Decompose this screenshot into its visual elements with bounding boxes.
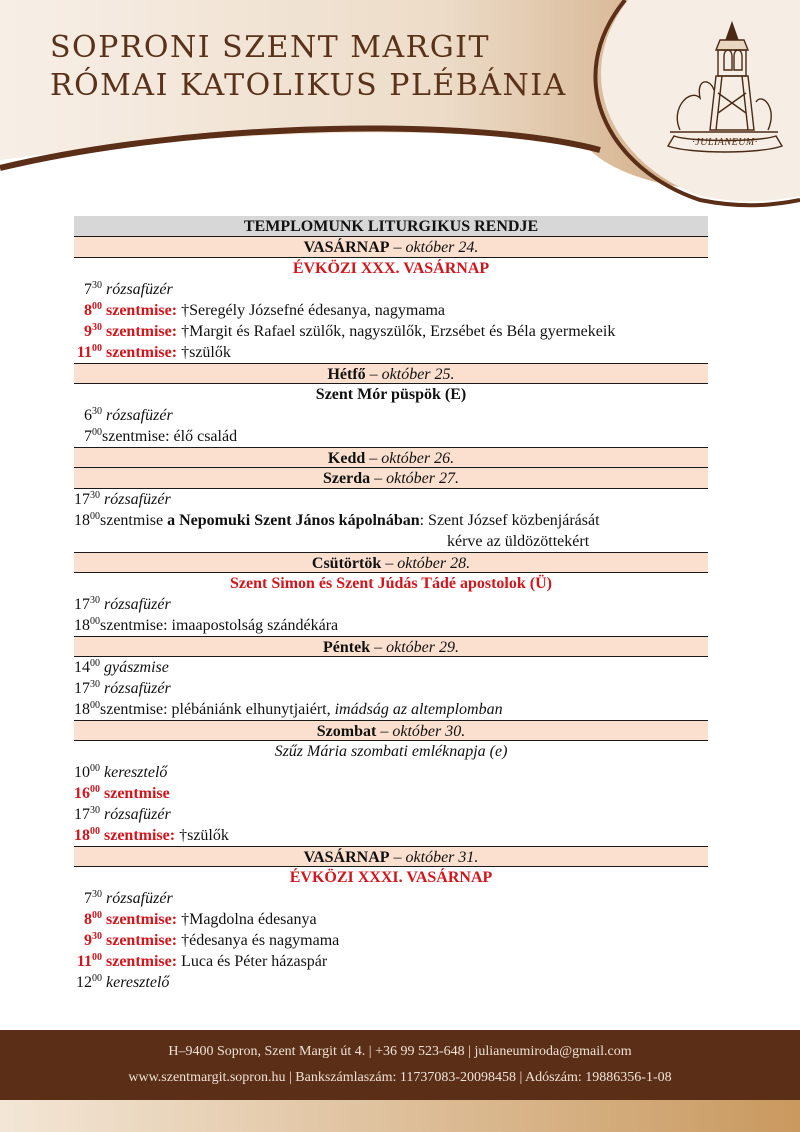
feast-title: Szent Simon és Szent Júdás Tádé apostolok (Ü): [230, 575, 552, 592]
mass-row: $6^{30}$ rózsafüzér: [84, 406, 173, 424]
feast-title: Szűz Mária szombati emléknapja (e): [274, 743, 508, 760]
mass-row: $16^{00}$ szentmise: [74, 784, 170, 802]
day-header-friday: Péntek – október 29.: [74, 636, 708, 657]
day-header-tuesday: Kedd – október 26.: [74, 447, 708, 468]
mass-row: $9^{30}$ szentmise: †édesanya és nagymama: [84, 931, 340, 949]
footer-address-line: H–9400 Sopron, Szent Margit út 4. | +36 99 523-648 | julianeumiroda@gmail.com: [168, 1044, 632, 1059]
mass-row: $17^{30}$ rózsafüzér: [74, 490, 171, 508]
parish-title-line2: RÓMAI KATOLIKUS PLÉBÁNIA: [50, 68, 567, 103]
mass-row: $17^{30}$ rózsafüzér: [74, 805, 171, 823]
mass-row: $8^{00}$ szentmise: †Magdolna édesanya: [84, 910, 317, 928]
mass-row: $18^{00}$ szentmise: †szülők: [74, 826, 229, 844]
mass-row: $9^{30}$ szentmise: †Margit és Rafael szülők, nagyszülők, Erzsébet és Béla gyermekeik: [84, 322, 616, 340]
feast-title: Szent Mór püspök (E): [315, 386, 467, 403]
feast-title: ÉVKÖZI XXXI. VASÁRNAP: [289, 869, 493, 886]
mass-row: $18^{00}szentmise$ a Nepomuki Szent János kápolnában: Szent József közbenjárását: [74, 511, 600, 529]
mass-row: $18^{00}szentmise$: imaapostolság szándékára: [74, 616, 339, 634]
day-header-sunday-oct24: VASÁRNAP – október 24.: [74, 237, 708, 258]
mass-row: $11^{00}$ szentmise: †szülők: [76, 343, 231, 361]
mass-row: $8^{00}$ szentmise: †Seregély Józsefné édesanya, nagymama: [84, 301, 445, 319]
mass-row: $17^{30}$ rózsafüzér: [74, 595, 171, 613]
mass-row: $14^{00}$ gyászmise: [74, 658, 169, 676]
schedule-heading: TEMPLOMUNK LITURGIKUS RENDJE: [74, 216, 708, 237]
day-header-thursday: Csütörtök – október 28.: [74, 552, 708, 573]
day-header-wednesday: Szerda – október 27.: [74, 468, 708, 489]
mass-row: $12^{00}$ keresztelő: [76, 973, 170, 991]
bottom-decorative-band: [0, 1100, 800, 1132]
mass-row: $17^{30}$ rózsafüzér: [74, 679, 171, 697]
mass-row: $7^{30}$ rózsafüzér: [84, 889, 173, 907]
mass-row: $10^{00}$ keresztelő: [74, 763, 168, 781]
logo-ribbon-text: ·JULIANEUM·: [692, 137, 758, 148]
parish-title-line1: SOPRONI SZENT MARGIT: [50, 30, 491, 65]
mass-row: $11^{00}$ szentmise: Luca és Péter házaspár: [76, 952, 328, 970]
feast-title: ÉVKÖZI XXX. VASÁRNAP: [292, 260, 490, 277]
mass-row: $7^{30}$ rózsafüzér: [84, 280, 173, 298]
footer-bank-line: www.szentmargit.sopron.hu | Bankszámlaszám: 11737083-20098458 | Adószám: 19886356-1-08: [128, 1070, 672, 1085]
liturgical-schedule: [74, 216, 708, 993]
day-header-monday: Hétfő – október 25.: [74, 363, 708, 384]
mass-row: $7^{00}szentmise$: élő család: [84, 427, 238, 445]
mass-row: $18^{00}szentmise$: plébániánk elhunytjaiért, imádság az altemplomban: [74, 700, 503, 718]
day-header-saturday: Szombat – október 30.: [74, 720, 708, 741]
mass-row-continuation: kérve az üldözöttekért: [447, 533, 590, 550]
contact-footer: [0, 1030, 800, 1100]
day-header-sunday-oct31: VASÁRNAP – október 31.: [74, 846, 708, 867]
